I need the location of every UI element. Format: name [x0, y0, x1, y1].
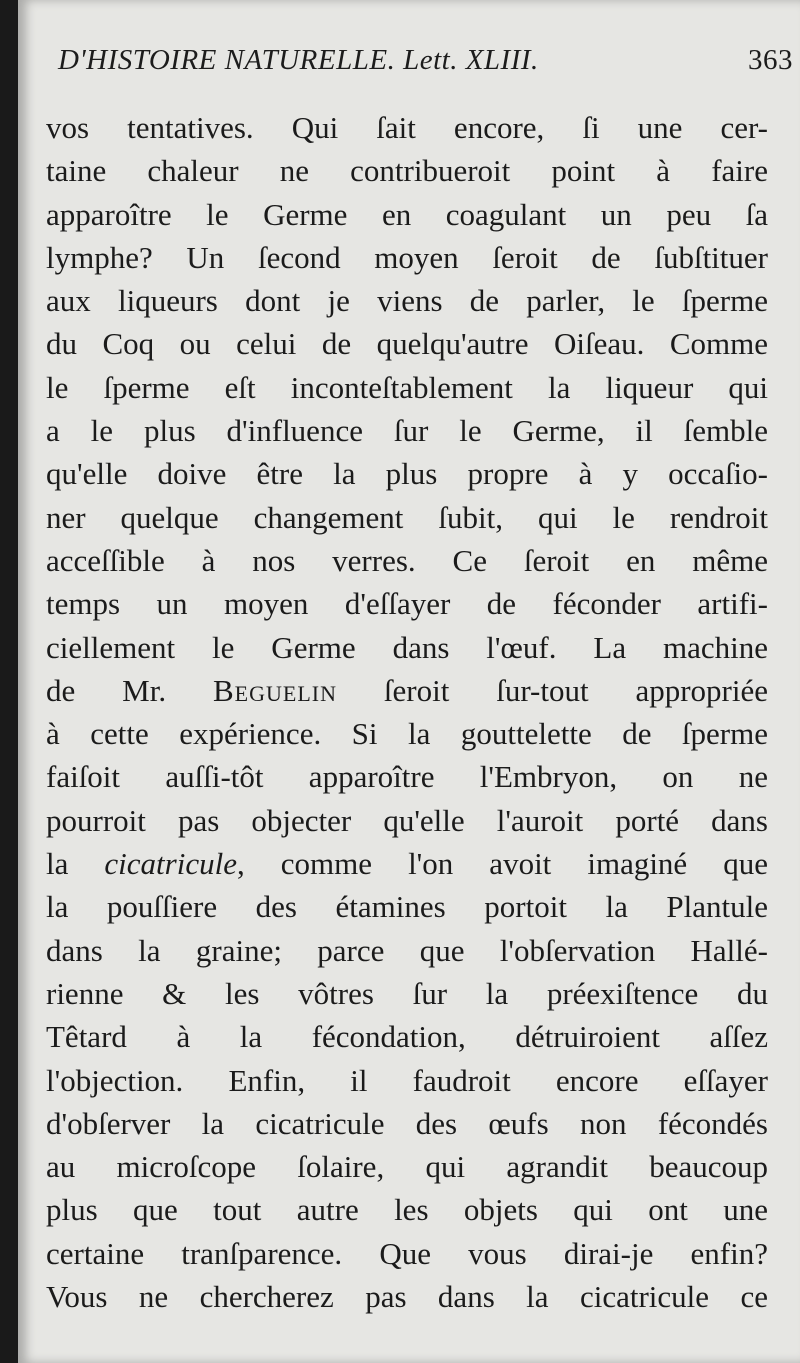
text-span: , comme l'on avoit imaginé que — [236, 846, 768, 882]
text-line: la pouſſiere des étamines portoit la Plantule — [46, 889, 768, 925]
text-line: l'objection. Enfin, il faudroit encore eſſayer — [46, 1062, 768, 1098]
text-line: ciellement le Germe dans l'œuf. La machine — [46, 629, 768, 665]
text-line: le ſperme eſt inconteſtablement la liqueur qui — [46, 369, 768, 405]
text-line: du Coq ou celui de quelqu'autre Oiſeau. Comme — [46, 326, 768, 362]
text-line: à cette expérience. Si la gouttelette de ſperme — [46, 716, 768, 752]
text-line: temps un moyen d'eſſayer de féconder artifi- — [46, 586, 768, 622]
text-line: ner quelque changement ſubit, qui le rendroit — [46, 499, 768, 535]
text-line: vos tentatives. Qui ſait encore, ſi une cer- — [46, 110, 768, 145]
running-head: D'HISTOIRE NATURELLE. Lett. XLIII. — [58, 44, 539, 76]
text-line: aux liqueurs dont je viens de parler, le ſperme — [46, 283, 768, 319]
body-text — [46, 106, 768, 1318]
text-span: ſeroit ſur-tout appropriée — [336, 672, 769, 708]
text-line: au microſcope ſolaire, qui agrandit beaucoup — [46, 1149, 768, 1185]
text-line: Têtard à la fécondation, détruiroient aſſez — [46, 1019, 768, 1055]
book-page — [18, 0, 800, 1363]
page-number: 363 — [748, 44, 793, 76]
text-line: a le plus d'influence ſur le Germe, il ſemble — [46, 413, 768, 449]
text-line: qu'elle doive être la plus propre à y occaſio- — [46, 456, 768, 492]
author-name: Beguelin — [213, 672, 337, 708]
text-line: dans la graine; parce que l'obſervation Hallé- — [46, 932, 768, 968]
text-line — [46, 842, 768, 885]
text-span: de Mr. — [46, 672, 213, 708]
text-line: taine chaleur ne contribueroit point à faire — [46, 153, 768, 189]
text-line: apparoître le Germe en coagulant un peu ſa — [46, 196, 768, 232]
text-line — [46, 669, 768, 712]
text-line: certaine tranſparence. Que vous dirai-je enfin? — [46, 1235, 768, 1271]
text-line: plus que tout autre les objets qui ont une — [46, 1192, 768, 1228]
text-span: la — [46, 846, 105, 882]
text-line: pourroit pas objecter qu'elle l'auroit porté dans — [46, 802, 768, 838]
text-line: Vous ne chercherez pas dans la cicatricule ce — [46, 1279, 768, 1315]
text-line: d'obſerver la cicatricule des œufs non fécondés — [46, 1105, 768, 1141]
text-line: acceſſible à nos verres. Ce ſeroit en même — [46, 542, 768, 578]
italic-term: cicatricule — [104, 846, 237, 882]
page-header — [58, 44, 793, 84]
text-line: rienne & les vôtres ſur la préexiſtence du — [46, 975, 768, 1011]
text-line: lymphe? Un ſecond moyen ſeroit de ſubſtituer — [46, 239, 768, 275]
text-line: faiſoit auſſi-tôt apparoître l'Embryon, on ne — [46, 759, 768, 795]
